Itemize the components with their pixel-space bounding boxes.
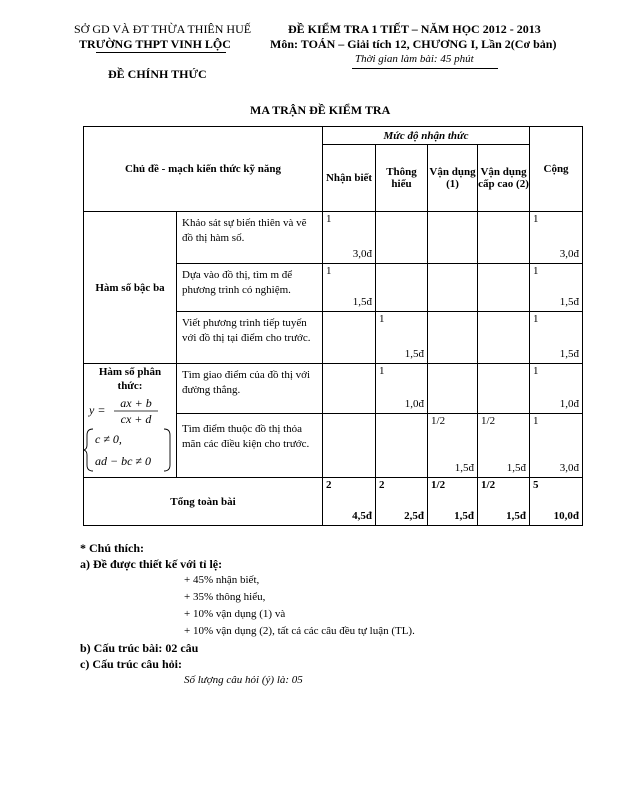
total-count: 1/2 <box>481 479 496 491</box>
school-underline <box>96 52 226 53</box>
notes-c: c) Cấu trúc câu hỏi: <box>80 657 182 671</box>
time-line: Thời gian làm bài: 45 phút <box>355 53 474 65</box>
count: 1/2 <box>431 415 446 427</box>
points: 1,5đ <box>559 348 580 360</box>
total-header: Cộng <box>530 127 583 212</box>
grand-total-label: Tổng toàn bài <box>84 478 323 526</box>
table-row-desc: Tìm giao điểm của đồ thị với đường thẳng. <box>177 364 323 414</box>
level-header-recognize: Nhận biết <box>323 145 376 212</box>
level-header-apply-high: Vận dụng cấp cao (2) <box>478 145 530 212</box>
points: 1,0đ <box>559 398 580 410</box>
dept-name: SỞ GD VÀ ĐT THỪA THIÊN HUẾ <box>74 22 252 36</box>
formula-denominator: cx + d <box>120 412 152 426</box>
time-underline <box>352 68 498 69</box>
subject-line: Môn: TOÁN – Giải tích 12, CHƯƠNG I, Lần 2(Cơ bản) <box>270 37 557 51</box>
count: 1 <box>326 265 332 277</box>
topic-fraction <box>84 364 177 478</box>
notes-a-item: + 10% vận dụng (2), tất cả các câu đều tự luận (TL). <box>184 625 415 637</box>
table-row-desc: Tìm điểm thuộc đồ thị thỏa mãn các điều kiện cho trước. <box>177 414 323 478</box>
level-header-understand: Thông hiểu <box>376 145 428 212</box>
points: 1,5đ <box>404 348 425 360</box>
total-count: 2 <box>379 479 385 491</box>
table-row-desc: Dựa vào đồ thị, tìm m để phương trình có nghiệm. <box>177 264 323 312</box>
points: 3,0đ <box>352 248 373 260</box>
total-count: 5 <box>533 479 539 491</box>
formula-condition-2: ad − bc ≠ 0 <box>95 454 152 468</box>
notes-a-item: + 35% thông hiểu, <box>184 591 266 603</box>
exam-title: ĐỀ KIỂM TRA 1 TIẾT – NĂM HỌC 2012 - 2013 <box>288 22 541 36</box>
count: 1 <box>533 213 539 225</box>
total-points: 1,5đ <box>506 510 527 522</box>
count: 1/2 <box>481 415 496 427</box>
points: 1,5đ <box>454 462 475 474</box>
total-points: 1,5đ <box>454 510 475 522</box>
matrix-table <box>83 126 583 526</box>
school-name: TRƯỜNG THPT VINH LỘC <box>79 37 231 51</box>
notes-b: b) Cấu trúc bài: 02 câu <box>80 641 199 655</box>
count: 1 <box>379 365 385 377</box>
notes-a-item: + 45% nhận biết, <box>184 574 260 586</box>
topic-fraction-label: Hàm số phân thức: <box>98 366 162 392</box>
total-count: 2 <box>326 479 332 491</box>
formula-condition-1: c ≠ 0, <box>95 432 122 446</box>
level-group-header: Mức độ nhận thức <box>323 127 530 145</box>
level-header-apply: Vận dụng (1) <box>428 145 478 212</box>
count: 1 <box>533 265 539 277</box>
table-row-desc: Khảo sát sự biến thiên và vẽ đồ thị hàm số. <box>177 212 323 264</box>
total-count: 1/2 <box>431 479 446 491</box>
notes-c-item: Số lượng câu hỏi (ý) là: 05 <box>184 674 303 686</box>
notes-heading: * Chú thích: <box>80 541 145 555</box>
count: 1 <box>533 365 539 377</box>
table-row-desc: Viết phương trình tiếp tuyến với đồ thị tại điểm cho trước. <box>177 312 323 364</box>
official-label: ĐỀ CHÍNH THỨC <box>108 67 207 81</box>
topic-header: Chủ đề - mạch kiến thức kỹ năng <box>84 127 323 212</box>
formula-y: y = <box>89 403 106 417</box>
points: 3,0đ <box>559 462 580 474</box>
count: 1 <box>326 213 332 225</box>
formula-numerator: ax + b <box>120 397 152 410</box>
count: 1 <box>533 415 539 427</box>
total-points: 2,5đ <box>404 510 425 522</box>
notes-a: a) Đề được thiết kế với tỉ lệ: <box>80 557 223 571</box>
points: 1,5đ <box>559 296 580 308</box>
points: 3,0đ <box>559 248 580 260</box>
rational-function-formula <box>84 397 176 475</box>
points: 1,0đ <box>404 398 425 410</box>
cell-count <box>323 212 376 264</box>
count: 1 <box>379 313 385 325</box>
topic-cubic: Hàm số bậc ba <box>84 212 177 364</box>
page-title: MA TRẬN ĐỀ KIỂM TRA <box>250 103 391 117</box>
notes-a-item: + 10% vận dụng (1) và <box>184 608 286 620</box>
total-points: 4,5đ <box>352 510 373 522</box>
points: 1,5đ <box>352 296 373 308</box>
count: 1 <box>533 313 539 325</box>
total-points: 10,0đ <box>553 510 580 522</box>
points: 1,5đ <box>506 462 527 474</box>
